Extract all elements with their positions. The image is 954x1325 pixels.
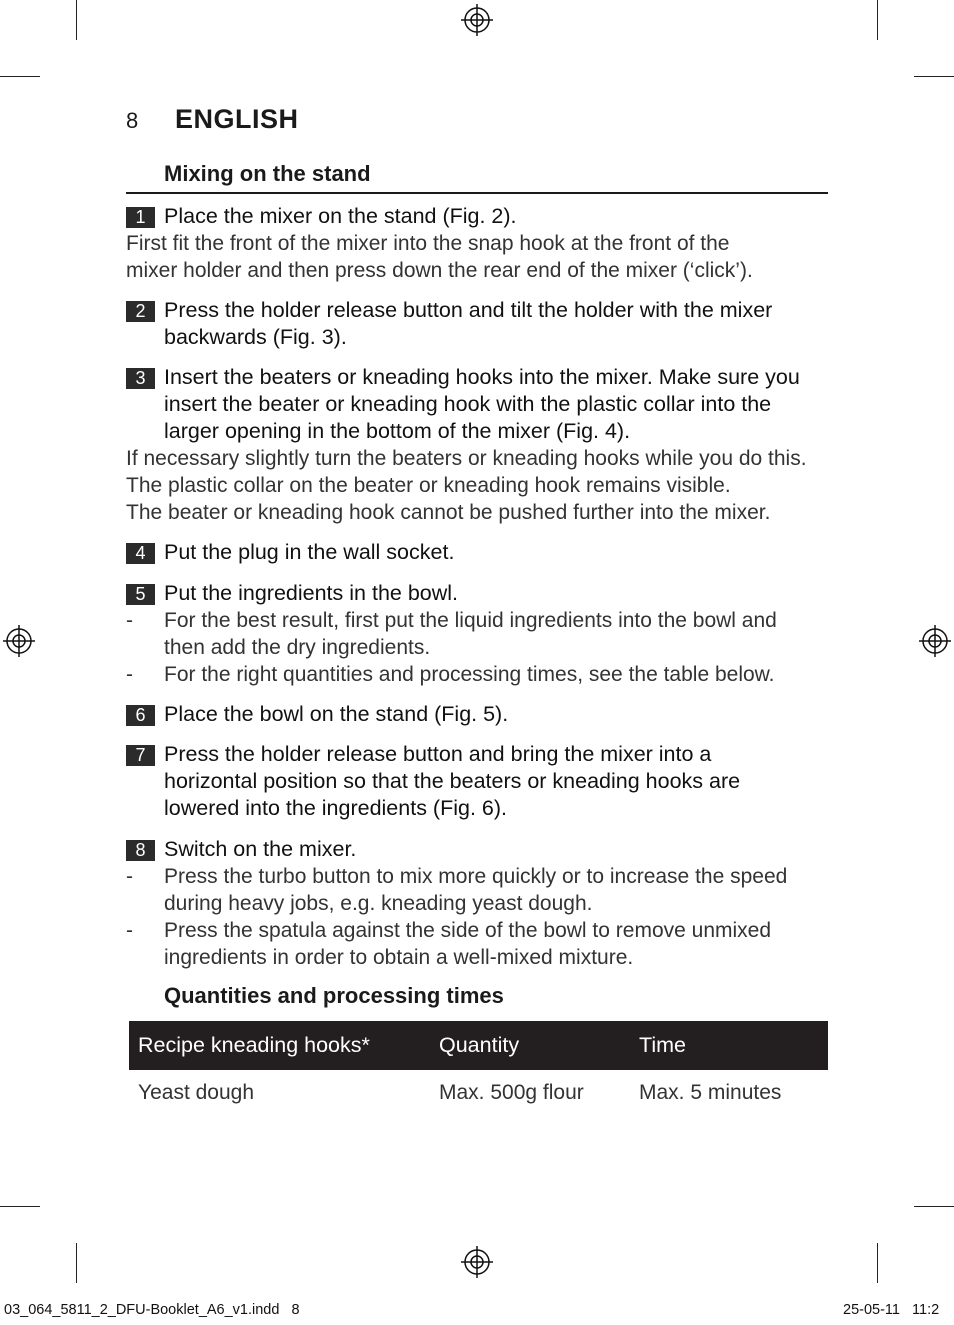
section-title: Mixing on the stand (164, 161, 371, 186)
step-text: Press the holder release button and bring the mixer into a (164, 742, 712, 766)
step-note: The beater or kneading hook cannot be pushed further into the mixer. (126, 501, 771, 524)
step-number: 7 (126, 745, 155, 766)
step-note: The plastic collar on the beater or kneading hook remains visible. (126, 474, 731, 497)
bullet-item: then add the dry ingredients. (164, 636, 431, 659)
registration-mark-icon (2, 624, 36, 658)
step-number: 3 (126, 368, 155, 389)
step-text: insert the beater or kneading hook with the plastic collar into the (164, 392, 772, 416)
step-text: lowered into the ingredients (Fig. 6). (164, 796, 507, 820)
step-number: 5 (126, 584, 155, 605)
step-text: Place the mixer on the stand (Fig. 2). (164, 204, 517, 228)
step-note: If necessary slightly turn the beaters or kneading hooks while you do this. (126, 447, 807, 470)
crop-mark (76, 1243, 77, 1283)
step-text: horizontal position so that the beaters or kneading hooks are (164, 769, 741, 793)
step-number: 1 (126, 207, 155, 228)
step-text: Press the holder release button and tilt the holder with the mixer (164, 298, 773, 322)
table-row (129, 1070, 828, 1116)
column-header: Time (639, 1033, 686, 1057)
step-7 (126, 741, 831, 822)
step-text: Place the bowl on the stand (Fig. 5). (164, 702, 509, 726)
step-number: 8 (126, 840, 155, 861)
step-8 (126, 836, 831, 971)
bullet-item: - For the right quantities and processing times, see the table below. (126, 663, 775, 686)
step-3 (126, 364, 831, 526)
bullet-item: ingredients in order to obtain a well-mixed mixture. (164, 946, 634, 969)
crop-mark (877, 1243, 878, 1283)
language-heading: ENGLISH (175, 104, 299, 134)
step-5 (126, 580, 831, 688)
step-text: Put the plug in the wall socket. (164, 540, 455, 564)
step-text: larger opening in the bottom of the mixer (Fig. 4). (164, 419, 631, 443)
step-text: Switch on the mixer. (164, 837, 357, 861)
registration-mark-icon (918, 624, 952, 658)
crop-mark (914, 1206, 954, 1207)
step-6 (126, 701, 831, 728)
column-header: Quantity (439, 1033, 520, 1057)
registration-mark-icon (460, 3, 494, 37)
bullet-item: - Press the spatula against the side of the bowl to remove unmixed (126, 919, 772, 942)
registration-mark-icon (460, 1245, 494, 1279)
crop-mark (0, 1206, 40, 1207)
step-note: First fit the front of the mixer into the snap hook at the front of the (126, 232, 730, 255)
step-number: 4 (126, 543, 155, 564)
column-header: Recipe kneading hooks* (138, 1033, 370, 1057)
crop-mark (0, 76, 40, 77)
table-header (129, 1021, 828, 1070)
step-number: 6 (126, 705, 155, 726)
table-cell: Max. 500g flour (439, 1081, 584, 1104)
quantities-title: Quantities and processing times (164, 983, 504, 1008)
step-text: backwards (Fig. 3). (164, 325, 347, 349)
slug-filename: 03_064_5811_2_DFU-Booklet_A6_v1.indd 8 (4, 1302, 300, 1318)
crop-mark (76, 0, 77, 40)
quantities-table (129, 1021, 828, 1116)
step-4 (126, 539, 831, 566)
page-number: 8 (126, 108, 139, 133)
slug-date: 25-05-11 11:2 (843, 1302, 940, 1318)
table-cell: Max. 5 minutes (639, 1081, 782, 1104)
step-note: mixer holder and then press down the rear end of the mixer (‘click’). (126, 259, 753, 282)
crop-mark (914, 76, 954, 77)
table-cell: Yeast dough (138, 1081, 255, 1104)
step-text: Put the ingredients in the bowl. (164, 581, 459, 605)
step-2 (126, 297, 831, 351)
step-text: Insert the beaters or kneading hooks into the mixer. Make sure you (164, 365, 800, 389)
step-number: 2 (126, 301, 155, 322)
bullet-item: during heavy jobs, e.g. kneading yeast dough. (164, 892, 593, 915)
step-1 (126, 203, 831, 284)
bullet-item: - Press the turbo button to mix more quickly or to increase the speed (126, 865, 788, 888)
crop-mark (877, 0, 878, 40)
bullet-item: - For the best result, first put the liquid ingredients into the bowl and (126, 609, 777, 632)
section-rule (126, 192, 828, 194)
